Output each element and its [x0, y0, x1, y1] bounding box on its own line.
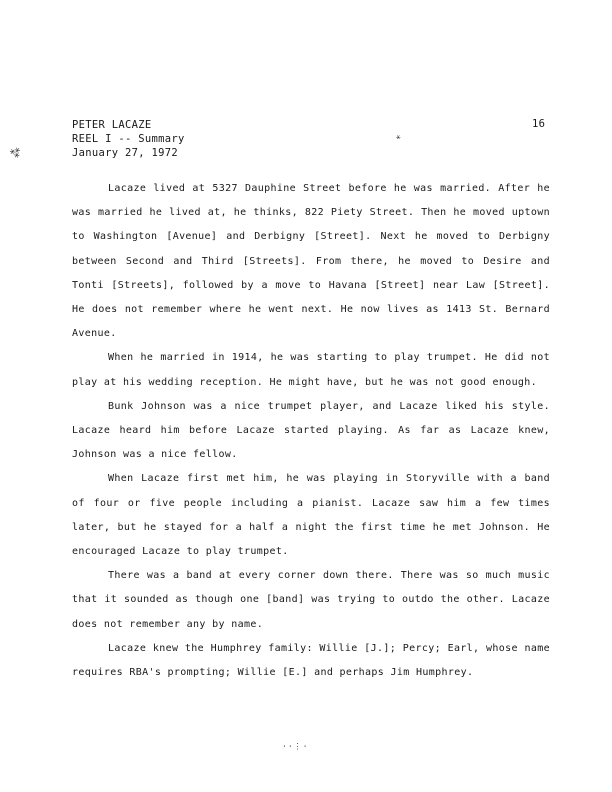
page-number: 16 — [532, 118, 546, 130]
scan-speck-mark: ⁂ — [7, 143, 24, 162]
paragraph-bunk-johnson: Bunk Johnson was a nice trumpet player, and Lacaze liked his style. Lacaze heard him before Lacaze started playing. As far as Lacaze knew, Johnson was a nice fellow. — [72, 400, 550, 461]
paragraph-residences: Lacaze lived at 5327 Dauphine Street before he was married. After he was married he lived at, he thinks, 822 Piety Street. Then he moved uptown to Washington [Avenue] and Derbigny [Street]. Next he moved to Derbigny between Second and Third [Streets]. From there, he moved to Desire and Tonti [Streets], followed by a move to Havana [Street] near Law [Street]. He does not remember where he went next. He now lives as 1413 St. Bernard Avenue. — [72, 183, 550, 340]
paragraph-storyville: When Lacaze first met him, he was playing in Storyville with a band of four or five people including a pianist. Lacaze saw him a few times later, but he stayed for a half a night the first time he met Johnson. He encouraged Lacaze to play trumpet. — [72, 473, 550, 558]
interviewee-name: PETER LACAZE — [72, 119, 152, 131]
scan-speck-mark: ⋅⋅⋮⋅ — [282, 742, 309, 751]
paragraph-humphrey-family: Lacaze knew the Humphrey family: Willie [J.]; Percy; Earl, whose name requires RBA's prompting; Willie [E.] and perhaps Jim Humphrey. — [72, 642, 550, 679]
reel-summary-label: REEL I -- Summary — [72, 133, 185, 145]
summary-body — [72, 177, 550, 685]
paragraph-marriage: When he married in 1914, he was starting to play trumpet. He did not play at his wedding reception. He might have, but he was not good enough. — [72, 352, 550, 388]
interview-date: January 27, 1972 — [72, 147, 178, 159]
document-header — [72, 118, 185, 160]
paragraph-bands: There was a band at every corner down there. There was so much music that it sounded as though one [band] was trying to outdo the other. Lacaze does not remember any by name. — [72, 570, 550, 630]
scan-speck-mark: ⁎ — [393, 131, 403, 143]
